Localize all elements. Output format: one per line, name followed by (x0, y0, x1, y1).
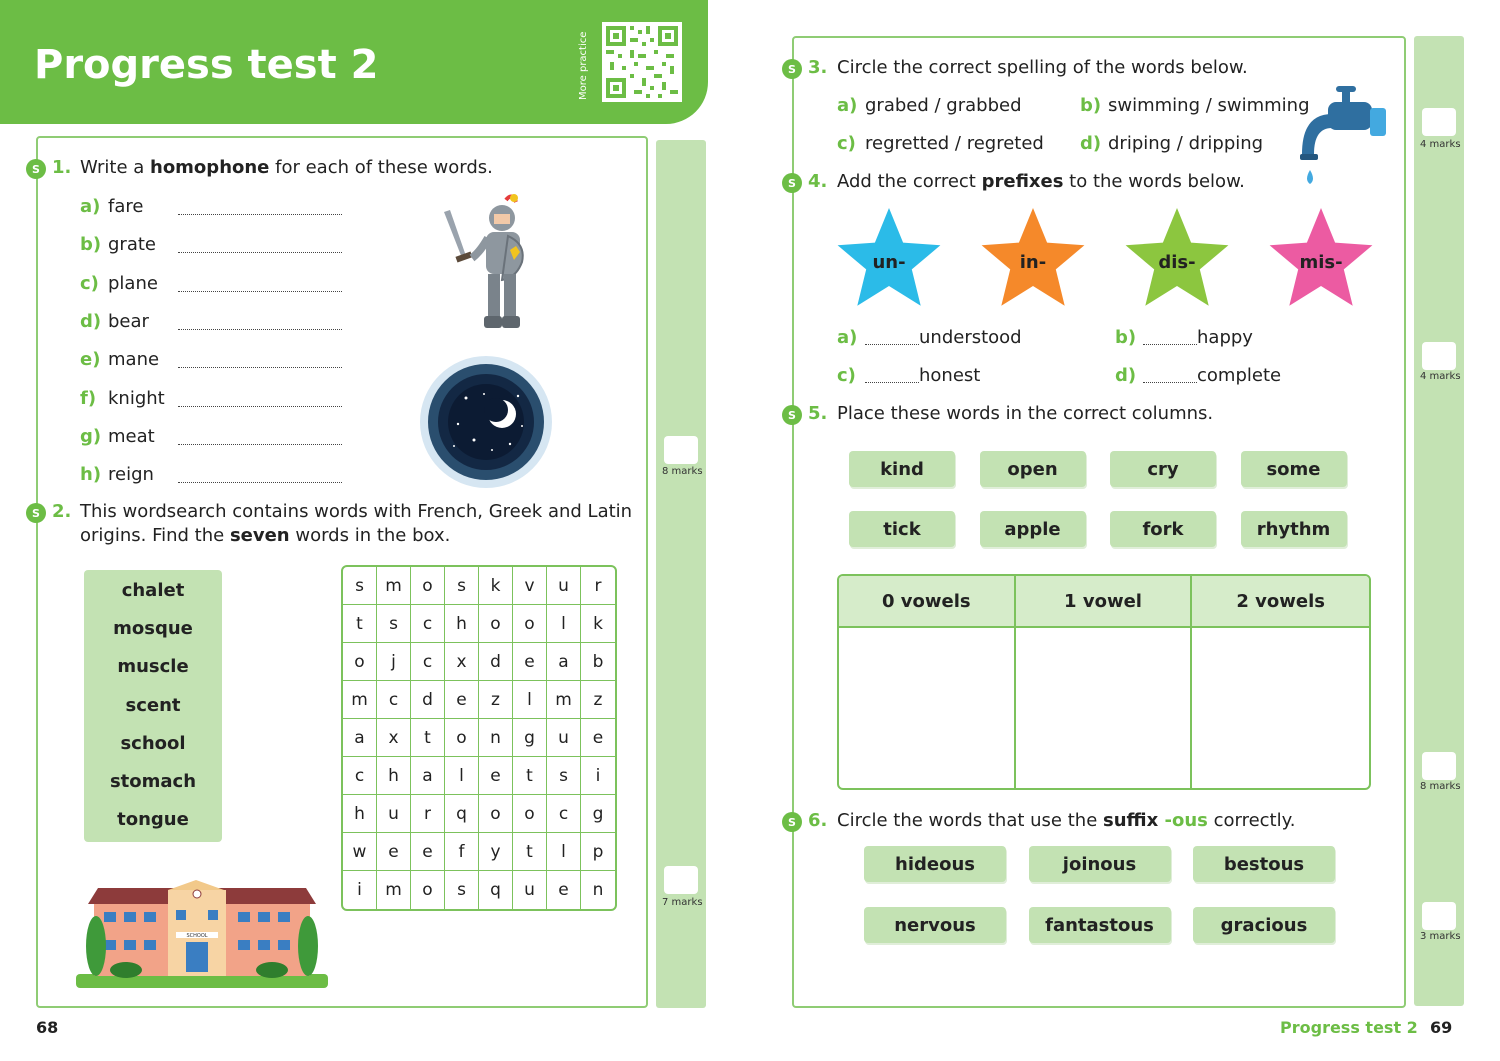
moon-night-sky-illustration (418, 354, 554, 490)
item-word: mane (108, 349, 160, 371)
answer-column-0-vowels[interactable] (839, 628, 1016, 788)
item-letter: a) (837, 95, 858, 116)
answer-line[interactable] (178, 214, 342, 215)
prefix-blank[interactable] (865, 344, 919, 345)
question-2-line1: This wordsearch contains words with French, Greek and Latin (80, 501, 633, 522)
word-card[interactable]: apple (980, 511, 1086, 547)
wordsearch-cell[interactable]: f (445, 833, 479, 871)
answer-column-2-vowels[interactable] (1192, 628, 1369, 788)
wordsearch-cell[interactable]: m (547, 681, 581, 719)
marks-label-q1: 8 marks (662, 466, 703, 477)
wordsearch-cell[interactable]: e (479, 757, 513, 795)
wordsearch-word: stomach (109, 771, 197, 792)
vowel-columns-table (837, 574, 1371, 790)
column-header: 2 vowels (1192, 576, 1369, 628)
wordsearch-cell[interactable]: x (445, 643, 479, 681)
wordsearch-cell[interactable]: o (411, 567, 445, 605)
marks-box-q4[interactable] (1422, 342, 1456, 370)
word-card[interactable]: tick (849, 511, 955, 547)
wordsearch-cell[interactable]: o (513, 605, 547, 643)
marks-box-q3[interactable] (1422, 108, 1456, 136)
word-card[interactable]: hideous (864, 846, 1006, 882)
wordsearch-grid (341, 565, 617, 911)
item-word: honest (919, 365, 981, 386)
qr-code-icon[interactable] (602, 22, 682, 102)
spelling-choice[interactable]: regretted / regreted (865, 133, 1044, 154)
word-card[interactable]: cry (1110, 451, 1216, 487)
answer-line[interactable] (178, 444, 342, 445)
wordsearch-cell[interactable]: a (547, 643, 581, 681)
wordsearch-cell[interactable]: a (411, 757, 445, 795)
prefix-label: in- (1019, 252, 1047, 273)
wordsearch-cell[interactable]: o (343, 643, 377, 681)
wordsearch-cell[interactable]: p (581, 833, 615, 871)
item-word: happy (1197, 327, 1253, 348)
question-3-text: Circle the correct spelling of the words below. (837, 57, 1248, 78)
item-word: complete (1197, 365, 1282, 386)
answer-column-1-vowel[interactable] (1016, 628, 1193, 788)
left-page-number: 68 (36, 1018, 59, 1037)
question-5-text: Place these words in the correct columns. (837, 403, 1214, 424)
wordsearch-cell[interactable]: o (479, 605, 513, 643)
item-letter: f) (80, 387, 97, 409)
item-letter: b) (80, 234, 102, 256)
wordsearch-cell[interactable]: v (513, 567, 547, 605)
marks-label-q3: 4 marks (1420, 139, 1461, 150)
item-letter: g) (80, 425, 102, 447)
wordsearch-word: muscle (117, 656, 189, 678)
wordsearch-cell[interactable]: h (445, 605, 479, 643)
item-letter: c) (837, 133, 856, 154)
word-card[interactable]: fantastous (1029, 907, 1171, 943)
wordsearch-cell[interactable]: s (343, 567, 377, 605)
wordsearch-cell[interactable]: o (445, 719, 479, 757)
column-header: 1 vowel (1016, 576, 1193, 628)
answer-line[interactable] (178, 252, 342, 253)
word-card[interactable]: open (980, 451, 1086, 487)
prefix-stars (830, 204, 1380, 314)
question-number: 4. (808, 171, 828, 192)
answer-line[interactable] (178, 291, 342, 292)
wordsearch-cell[interactable]: u (513, 871, 547, 909)
wordsearch-cell[interactable]: q (445, 795, 479, 833)
wordsearch-cell[interactable]: l (547, 605, 581, 643)
skill-badge: S (782, 405, 802, 425)
skill-badge: S (782, 59, 802, 79)
wordsearch-cell[interactable]: y (479, 833, 513, 871)
wordsearch-cell[interactable]: j (377, 643, 411, 681)
marks-label-q2: 7 marks (662, 897, 703, 908)
item-word: grate (108, 234, 156, 256)
spelling-choice[interactable]: driping / dripping (1108, 133, 1264, 154)
item-word: understood (919, 327, 1022, 348)
answer-line[interactable] (178, 329, 342, 330)
word-card[interactable]: joinous (1029, 846, 1171, 882)
wordsearch-cell[interactable]: u (377, 795, 411, 833)
wordsearch-word: school (120, 732, 186, 754)
wordsearch-cell[interactable]: e (445, 681, 479, 719)
word-card[interactable]: nervous (864, 907, 1006, 943)
wordsearch-cell[interactable]: h (377, 757, 411, 795)
wordsearch-cell[interactable]: r (411, 795, 445, 833)
answer-line[interactable] (178, 367, 342, 368)
item-letter: d) (1080, 133, 1102, 154)
question-1-text: Write a homophone for each of these words. (80, 157, 493, 178)
wordsearch-cell[interactable]: x (377, 719, 411, 757)
wordsearch-cell[interactable]: h (343, 795, 377, 833)
wordsearch-cell[interactable]: m (377, 567, 411, 605)
item-letter: b) (1115, 327, 1137, 348)
wordsearch-cell[interactable]: t (513, 833, 547, 871)
wordsearch-cell[interactable]: n (479, 719, 513, 757)
word-card[interactable]: gracious (1193, 907, 1335, 943)
marks-label-q6: 3 marks (1420, 931, 1461, 942)
wordsearch-cell[interactable]: o (479, 795, 513, 833)
wordsearch-cell[interactable]: m (343, 681, 377, 719)
prefix-label: un- (872, 252, 906, 273)
question-2-line2: origins. Find the seven words in the box. (80, 525, 451, 546)
item-word: bear (108, 310, 149, 332)
wordsearch-cell[interactable]: m (377, 871, 411, 909)
right-marks-strip (1414, 36, 1464, 1006)
word-card[interactable]: fork (1110, 511, 1216, 547)
wordsearch-cell[interactable]: z (581, 681, 615, 719)
question-number: 6. (808, 810, 828, 831)
word-card[interactable]: some (1241, 451, 1347, 487)
item-word: fare (108, 196, 144, 217)
wordsearch-cell[interactable]: k (581, 605, 615, 643)
prefix-label: mis- (1299, 252, 1343, 273)
word-card[interactable]: rhythm (1241, 511, 1347, 547)
prefix-blank[interactable] (865, 382, 919, 383)
marks-box-q6[interactable] (1422, 902, 1456, 930)
item-word: meat (108, 425, 155, 447)
wordsearch-word: tongue (117, 809, 189, 831)
wordsearch-cell[interactable]: r (581, 567, 615, 605)
answer-line[interactable] (178, 406, 342, 407)
wordsearch-cell[interactable]: c (377, 681, 411, 719)
footer-title: Progress test 2 (1280, 1018, 1418, 1037)
wordsearch-cell[interactable]: w (343, 833, 377, 871)
wordsearch-cell[interactable]: t (513, 757, 547, 795)
wordsearch-cell[interactable]: k (479, 567, 513, 605)
wordsearch-cell[interactable]: e (411, 833, 445, 871)
wordsearch-word-list (84, 570, 222, 842)
item-letter: e) (80, 349, 101, 371)
wordsearch-cell[interactable]: s (445, 871, 479, 909)
wordsearch-cell[interactable]: o (513, 795, 547, 833)
wordsearch-cell[interactable]: c (343, 757, 377, 795)
item-letter: h) (80, 464, 102, 486)
item-letter: c) (80, 272, 99, 294)
wordsearch-cell[interactable]: e (377, 833, 411, 871)
question-number: 1. (52, 157, 72, 178)
skill-badge: S (26, 159, 46, 179)
wordsearch-cell[interactable]: g (513, 719, 547, 757)
prefix-blank[interactable] (1143, 382, 1197, 383)
wordsearch-cell[interactable]: a (343, 719, 377, 757)
item-word: plane (108, 272, 158, 294)
prefix-blank[interactable] (1143, 344, 1197, 345)
item-letter: d) (1115, 365, 1137, 386)
wordsearch-cell[interactable]: q (479, 871, 513, 909)
item-letter: c) (837, 365, 856, 386)
item-letter: a) (837, 327, 858, 348)
wordsearch-word: chalet (121, 580, 185, 601)
marks-box-q2[interactable] (664, 866, 698, 894)
wordsearch-cell[interactable]: l (513, 681, 547, 719)
wordsearch-cell[interactable]: e (581, 719, 615, 757)
word-card[interactable]: kind (849, 451, 955, 487)
spelling-choice[interactable]: swimming / swimming (1108, 95, 1310, 116)
wordsearch-cell[interactable]: c (411, 605, 445, 643)
wordsearch-cell[interactable]: c (411, 643, 445, 681)
wordsearch-word: mosque (113, 618, 193, 640)
qr-label: More practice (578, 31, 589, 100)
wordsearch-cell[interactable]: g (581, 795, 615, 833)
wordsearch-cell[interactable]: b (581, 643, 615, 681)
wordsearch-cell[interactable]: l (445, 757, 479, 795)
marks-box-q1[interactable] (664, 436, 698, 464)
item-letter: a) (80, 196, 101, 217)
wordsearch-cell[interactable]: l (547, 833, 581, 871)
wordsearch-cell[interactable]: n (592, 880, 604, 900)
knight-illustration (436, 192, 536, 342)
school-building-illustration (76, 880, 328, 990)
item-word: knight (108, 387, 165, 409)
marks-box-q5[interactable] (1422, 752, 1456, 780)
question-number: 5. (808, 403, 828, 424)
marks-label-q5: 8 marks (1420, 781, 1461, 792)
wordsearch-cell[interactable]: z (479, 681, 513, 719)
skill-badge: S (782, 173, 802, 193)
wordsearch-cell[interactable]: d (411, 681, 445, 719)
page-title: Progress test 2 (34, 42, 379, 88)
question-4-text: Add the correct prefixes to the words below. (837, 171, 1245, 192)
right-page-number: 69 (1430, 1018, 1453, 1037)
wordsearch-cell[interactable]: i (581, 757, 615, 795)
item-letter: d) (80, 310, 102, 332)
wordsearch-cell[interactable]: u (547, 719, 581, 757)
marks-label-q4: 4 marks (1420, 371, 1461, 382)
wordsearch-cell[interactable]: s (547, 757, 581, 795)
wordsearch-cell[interactable]: u (547, 567, 581, 605)
spelling-choice[interactable]: grabed / grabbed (865, 95, 1022, 116)
water-tap-illustration (1298, 84, 1390, 190)
wordsearch-cell[interactable]: e (513, 643, 547, 681)
answer-line[interactable] (178, 482, 342, 483)
wordsearch-cell[interactable]: s (445, 567, 479, 605)
wordsearch-cell[interactable]: e (547, 871, 581, 909)
column-header: 0 vowels (839, 576, 1016, 628)
prefix-label: dis- (1158, 252, 1196, 273)
item-word: reign (108, 464, 154, 486)
wordsearch-cell[interactable]: s (377, 605, 411, 643)
wordsearch-cell[interactable]: d (479, 643, 513, 681)
wordsearch-cell[interactable]: i (343, 871, 377, 909)
wordsearch-cell[interactable]: c (547, 795, 581, 833)
wordsearch-word: scent (125, 694, 181, 716)
wordsearch-cell[interactable]: t (343, 605, 377, 643)
word-card[interactable]: bestous (1193, 846, 1335, 882)
school-sign: SCHOOL (186, 933, 208, 939)
question-number: 2. (52, 501, 72, 522)
wordsearch-cell[interactable]: o (411, 871, 445, 909)
wordsearch-cell[interactable]: t (411, 719, 445, 757)
item-letter: b) (1080, 95, 1102, 116)
question-number: 3. (808, 57, 828, 78)
skill-badge: S (26, 503, 46, 523)
skill-badge: S (782, 812, 802, 832)
question-6-text: Circle the words that use the suffix -ous correctly. (837, 810, 1296, 831)
